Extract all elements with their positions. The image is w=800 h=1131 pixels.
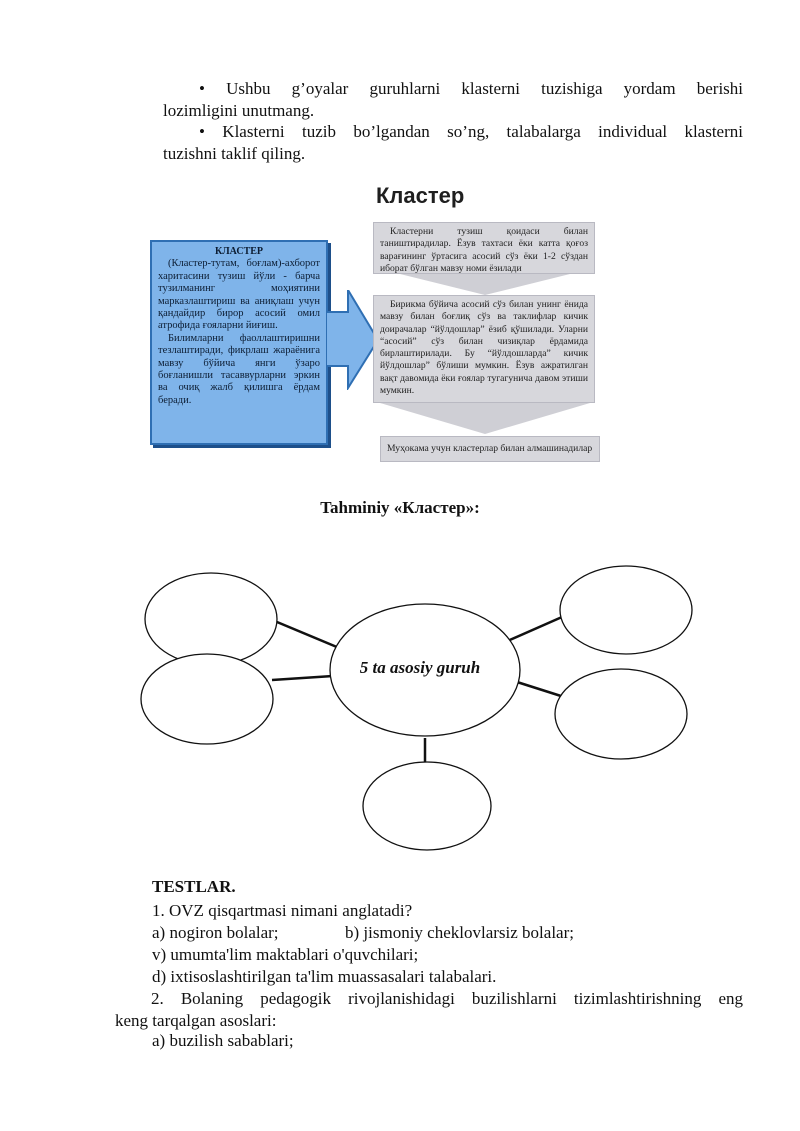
- connector-line: [517, 682, 561, 696]
- definition-heading: КЛАСТЕР: [214, 246, 264, 257]
- cluster-subtitle: Tahminiy «Кластер»:: [320, 498, 480, 517]
- question-2-line-1: 2. Bolaning pedagogik rivojlanishidagi buzilishlarni tizimlashtirishning eng: [151, 989, 743, 1008]
- definition-text-1: (Кластер-тутам, боғлам)-ахборот харитасини тузиш йўли - барча тузилманинг моҳиятини марказлаштириш ва аниқлаш учун қандайдир бирор асосий омил атрофида ғояларни йиғиш.: [158, 258, 320, 332]
- connector-line: [272, 676, 333, 680]
- satellite-node: [141, 654, 273, 744]
- connector-line: [503, 617, 562, 643]
- answer-1b: b) jismoniy cheklovlarsiz bolalar;: [345, 923, 574, 942]
- satellite-node: [145, 573, 277, 665]
- bullet-1-line-2: lozimligini unutmang.: [163, 101, 315, 120]
- bullet-paragraph-1: [163, 78, 743, 122]
- answer-1v: v) umumta'lim maktablari o'quvchilari;: [152, 945, 419, 964]
- question-2-line-2: keng tarqalgan asoslari:: [115, 1011, 277, 1030]
- answer-1d: d) ixtisoslashtirilgan ta'lim muassasalari talabalari.: [152, 967, 497, 986]
- bullet-1-line-1: • Ushbu g’oyalar guruhlarni klasterni tuzishiga yordam berishi: [199, 79, 743, 98]
- connector-line: [277, 622, 344, 650]
- question-2: [115, 988, 743, 1032]
- tests-heading: TESTLAR.: [152, 877, 236, 896]
- bullet-paragraph-2: [163, 121, 743, 165]
- step-1-text: Кластерни тузиш қоидаси билан таништирадилар. Ёзув тахтаси ёки катта қоғоз варағининг ўртасига асосий сўз ёки 1-2 сўздан иборат бўлган мавзу номи ёзилади: [380, 226, 588, 274]
- satellite-node: [555, 669, 687, 759]
- down-arrow-icon: [400, 274, 570, 296]
- down-arrow-icon: [380, 403, 590, 435]
- satellite-node: [363, 762, 491, 850]
- answer-2a: a) buzilish sabablari;: [152, 1031, 294, 1050]
- step-3-box: [380, 436, 600, 462]
- step-3-text: Муҳокама учун кластерлар билан алмашинадилар: [387, 443, 593, 454]
- satellite-node: [560, 566, 692, 654]
- cluster-definition-box: [150, 240, 328, 445]
- step-2-text: Бирикма бўйича асосий сўз билан унинг ёнида мавзу билан боғлиқ сўз ва таклифлар кичик доирачалар “йўлдошлар” ёзиб қўшилади. Уларни “асосий” сўз билан чизиқлар ёрдамида бирлаштирилади. Бу “йўлдошларда” кичик йўлдошлар” бўлиши мумкин. Ёзув ажратилган вақт давомида ёки ғоялар тугагунича давом этиши мумкин.: [380, 299, 588, 397]
- figure-title: Кластер: [376, 183, 465, 208]
- cluster-diagram: [0, 555, 800, 860]
- definition-text-2: Билимларни фаоллаштиришни тезлаштиради, фикрлаш жараёнига мавзу бўйича янги ўзаро боғланишли тасаввурларни эркин ва очиқ жалб қилишга ёрдам беради.: [158, 332, 320, 406]
- step-1-box: [373, 222, 595, 274]
- bullet-2-line-1: • Klasterni tuzib bo’lgandan so’ng, talabalarga individual klasterni: [199, 122, 743, 141]
- right-arrow-icon: [326, 290, 380, 390]
- question-1: 1. OVZ qisqartmasi nimani anglatadi?: [152, 901, 413, 920]
- bullet-2-line-2: tuzishni taklif qiling.: [163, 144, 306, 163]
- central-node-label: 5 ta asosiy guruh: [359, 658, 481, 677]
- step-2-box: [373, 295, 595, 403]
- answer-1a: a) nogiron bolalar;: [152, 923, 279, 942]
